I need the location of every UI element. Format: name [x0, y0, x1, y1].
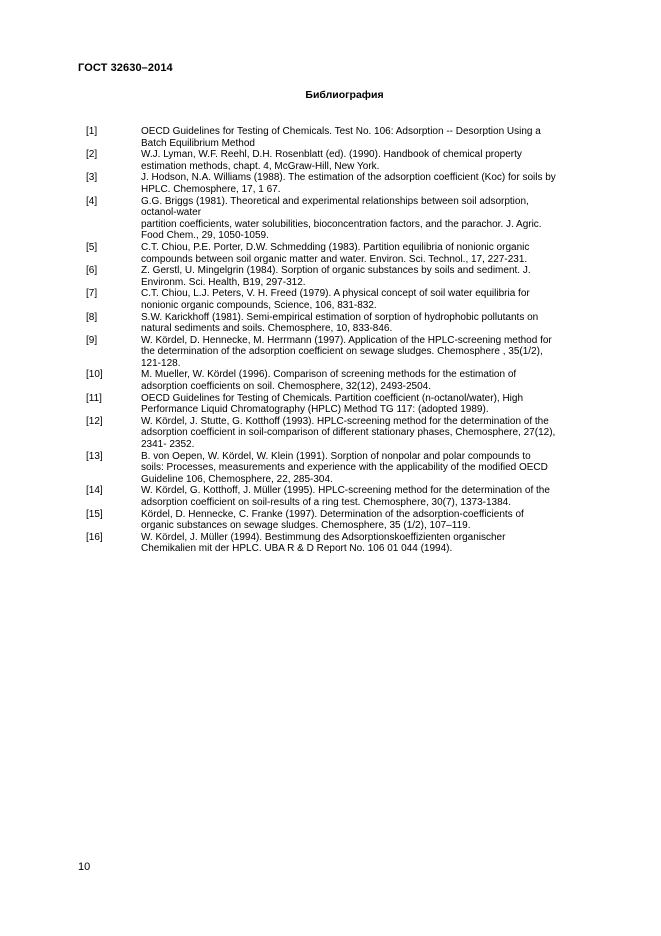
bibliography-entry	[86, 393, 606, 416]
entry-number: [4]	[86, 195, 98, 207]
entry-text: W.J. Lyman, W.F. Reehl, D.H. Rosenblatt (ed). (1990). Handbook of chemical property estimation methods, chapt. 4, McGraw-Hill, New York.	[141, 149, 522, 172]
bibliography-entry	[86, 335, 606, 370]
page-number: 10	[78, 861, 91, 873]
entry-text: B. von Oepen, W. Kördel, W. Klein (1991). Sorption of nonpolar and polar compounds to soils: Processes, measurements and experience with the applicability of the modified OECD Guideline 106, Chemosphere, 22, 285-304.	[141, 450, 548, 485]
bibliography-entry	[86, 172, 606, 195]
entry-number: [5]	[86, 241, 98, 253]
standard-code: ГОСТ 32630–2014	[78, 62, 173, 74]
entry-number: [14]	[86, 485, 103, 497]
bibliography-entry	[86, 242, 606, 265]
bibliography-entry	[86, 126, 606, 149]
bibliography-entry	[86, 532, 606, 555]
bibliography-entry	[86, 485, 606, 508]
entry-text: OECD Guidelines for Testing of Chemicals. Test No. 106: Adsorption -- Desorption Using a Batch Equilibrium Method	[141, 126, 541, 149]
entry-text: W. Kördel, J. Stutte, G. Kotthoff (1993). HPLC-screening method for the determination of the adsorption coefficient in soil-comparison of different stationary phases, Chemosphere, 27(12), 2341- 2352.	[141, 415, 556, 451]
bibliography-list	[86, 126, 606, 555]
entry-number: [1]	[86, 126, 98, 137]
entry-text: W. Kördel, J. Müller (1994). Bestimmung des Adsorptionskoeffizienten organischer Chemikalien mit der HPLC. UBA R & D Report No. 106 01 044 (1994).	[141, 531, 506, 555]
entry-number: [11]	[86, 392, 102, 404]
entry-number: [15]	[86, 508, 103, 520]
entry-number: [3]	[86, 172, 98, 184]
entry-text: G.G. Briggs (1981). Theoretical and experimental relationships between soil adsorption, octanol-water partition coefficients, water solubilities, bioconcentration factors, and the parachor. J. Agric. Food Chem., 29, 1050-1059.	[141, 195, 542, 242]
entry-number: [6]	[86, 265, 98, 277]
bibliography-entry	[86, 288, 606, 311]
entry-number: [13]	[86, 450, 103, 462]
bibliography-entry	[86, 265, 606, 288]
bibliography-entry	[86, 312, 606, 335]
entry-number: [8]	[86, 311, 98, 323]
page-title: Библиография	[305, 89, 384, 101]
entry-text: W. Kördel, D. Hennecke, M. Herrmann (1997). Application of the HPLC-screening method for the determination of the adsorption coefficient on sewage sludges. Chemosphere , 35(1/2), 121-128.	[141, 334, 552, 369]
bibliography-entry	[86, 416, 606, 451]
entry-text: C.T. Chiou, P.E. Porter, D.W. Schmedding (1983). Partition equilibria of nonionic organic compounds between soil organic matter and water. Environ. Sci. Technol., 17, 227-231.	[141, 241, 530, 265]
bibliography-entry	[86, 369, 606, 392]
entry-number: [12]	[86, 415, 103, 427]
entry-text: Z. Gerstl, U. Mingelgrin (1984). Sorption of organic substances by soils and sediment. J. Environm. Sci. Health, B19, 297-312.	[141, 265, 531, 288]
entry-number: [10]	[86, 369, 103, 381]
entry-text: C.T. Chiou, L.J. Peters, V. H. Freed (1979). A physical concept of soil water equilibria for nonionic organic compounds, Science, 106, 831-832.	[141, 288, 530, 311]
bibliography-entry	[86, 149, 606, 172]
entry-number: [9]	[86, 334, 98, 346]
entry-text: Kördel, D. Hennecke, C. Franke (1997). Determination of the adsorption-coefficients of organic substances on sewage sludges. Chemosphere, 35 (1/2), 107–119.	[141, 508, 524, 532]
bibliography-entry	[86, 196, 606, 242]
entry-number: [7]	[86, 288, 98, 300]
entry-number: [2]	[86, 149, 98, 161]
entry-number: [16]	[86, 531, 103, 543]
bibliography-entry	[86, 509, 606, 532]
entry-text: OECD Guidelines for Testing of Chemicals. Partition coefficient (n-octanol/water), High Performance Liquid Chromatography (HPLC) Method TG 117: (adopted 1989).	[141, 392, 524, 416]
entry-text: J. Hodson, N.A. Williams (1988). The estimation of the adsorption coefficient (Koc) for soils by HPLC. Chemosphere, 17, 1 67.	[141, 172, 556, 195]
entry-text: S.W. Karickhoff (1981). Semi-empirical estimation of sorption of hydrophobic pollutants on natural sediments and soils. Chemosphere, 10, 833-846.	[141, 311, 539, 335]
bibliography-entry	[86, 451, 606, 486]
entry-text: W. Kördel, G. Kotthoff, J. Müller (1995). HPLC-screening method for the determination of the adsorption coefficient on soil-results of a ring test. Chemosphere, 30(7), 1373-1384.	[141, 485, 550, 508]
entry-text: M. Mueller, W. Kördel (1996). Comparison of screening methods for the estimation of adsorption coefficients on soil. Chemosphere, 32(12), 2493-2504.	[141, 369, 517, 393]
